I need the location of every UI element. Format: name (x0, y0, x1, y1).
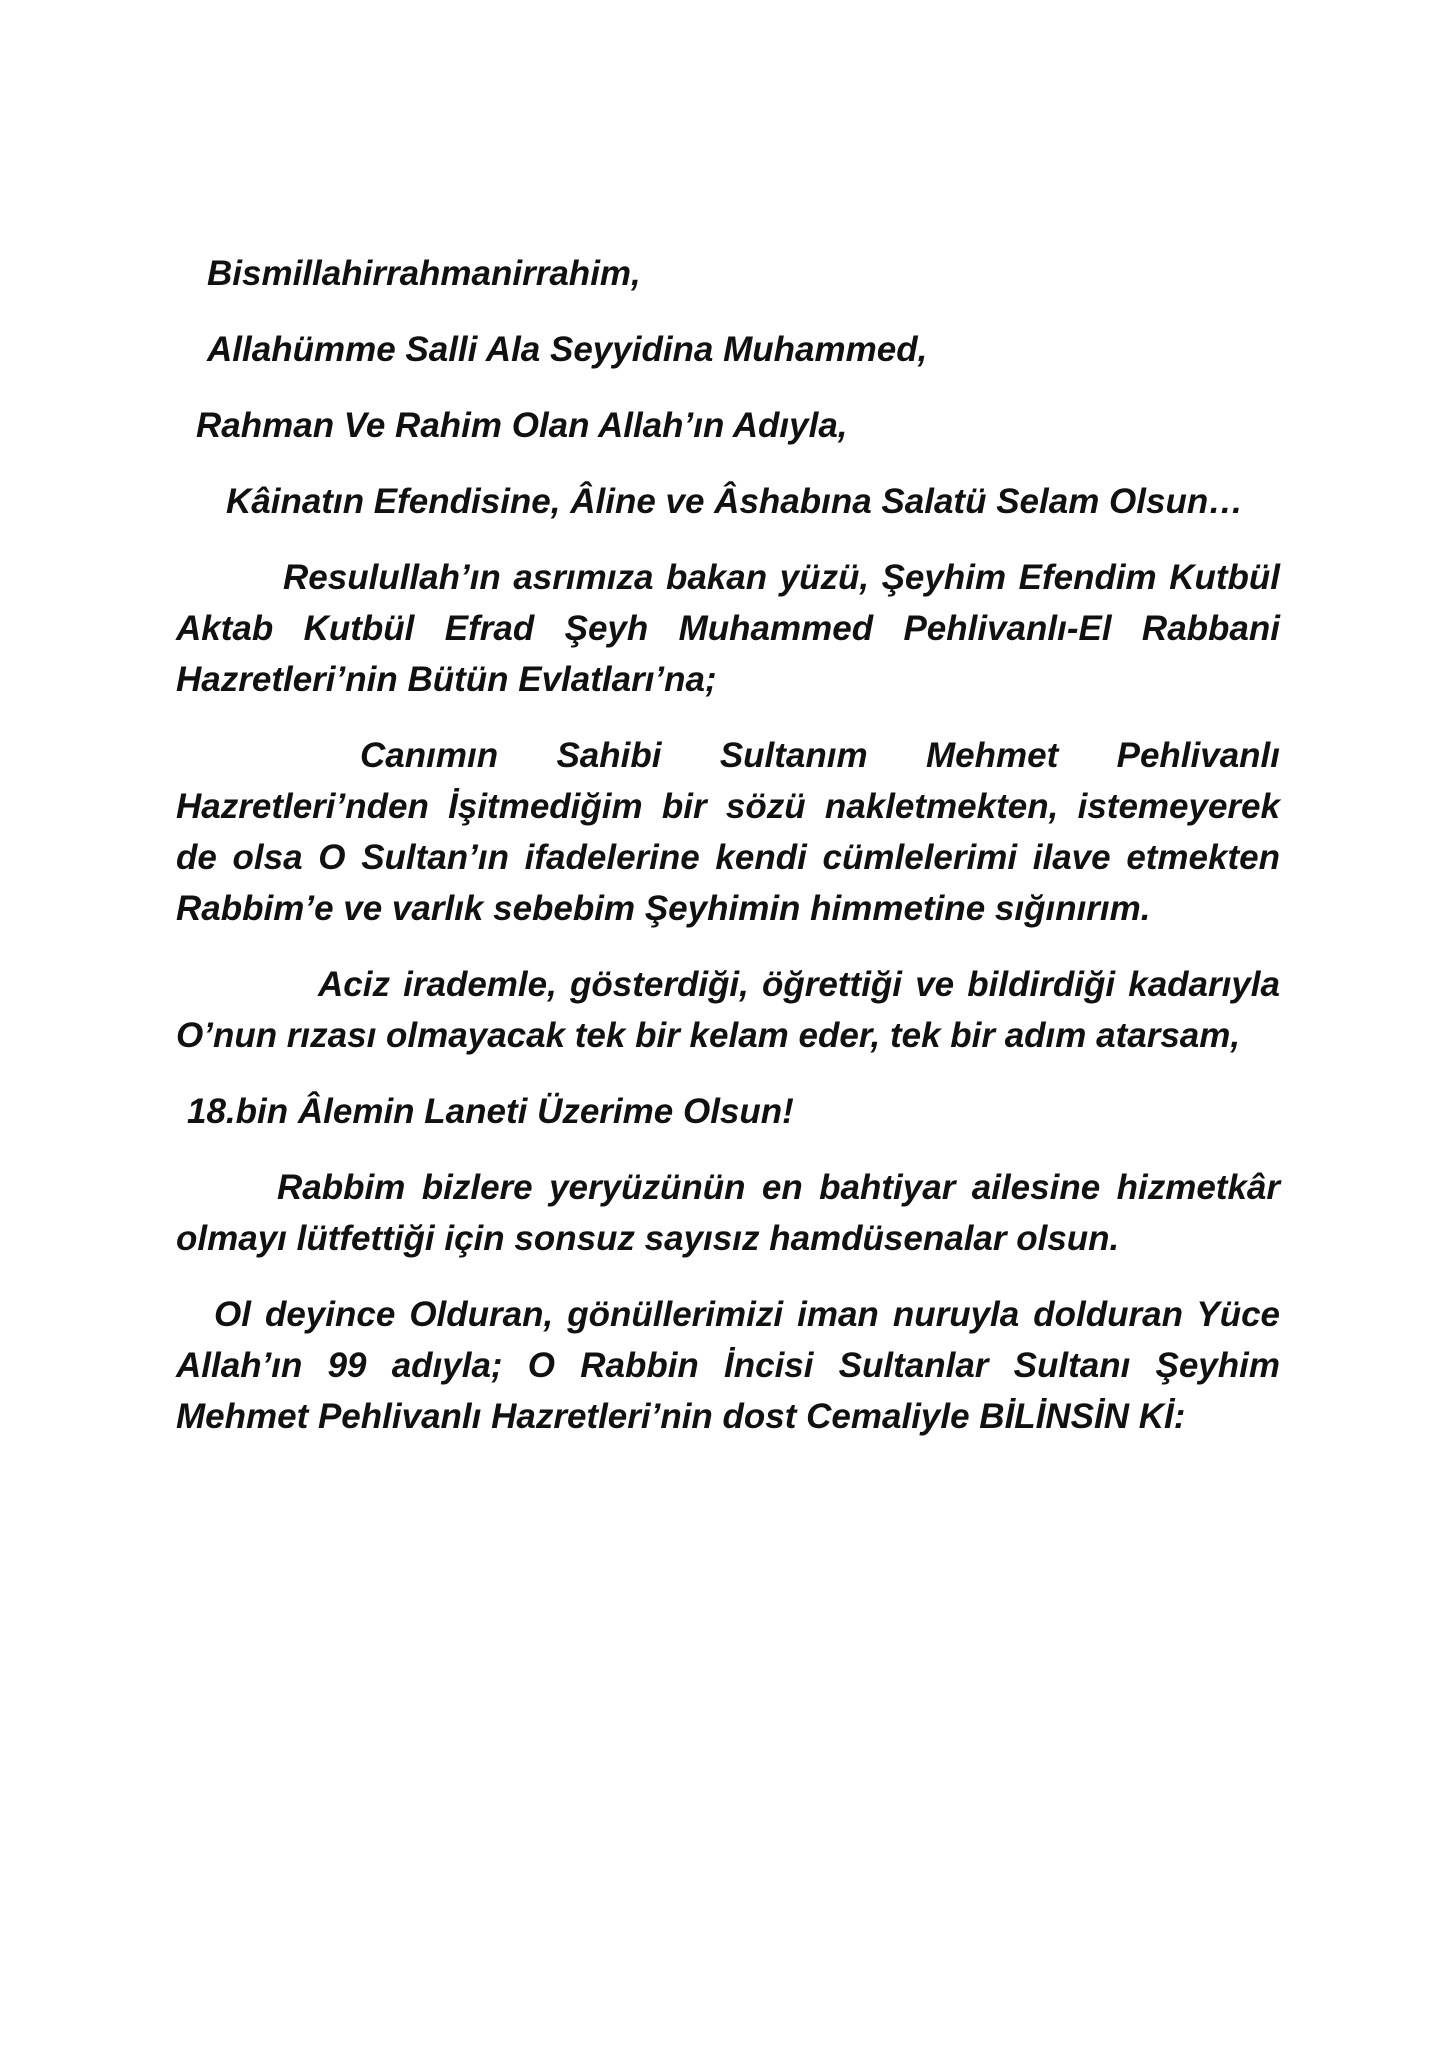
paragraph-dedication: Resulullah’ın asrımıza bakan yüzü, Şeyhim Efendim Kutbül Aktab Kutbül Efrad Şeyh Muhammed Pehlivanlı-El Rabbani Hazretleri’nin Bütün Evlatları’na; (176, 558, 1280, 699)
paragraph-salawat: Allahümme Salli Ala Seyyidina Muhammed, (207, 330, 928, 369)
document-body (176, 248, 1280, 1467)
paragraph-curse: 18.bin Âlemin Laneti Üzerime Olsun! (187, 1092, 794, 1131)
paragraph-gratitude: Rabbim bizlere yeryüzünün en bahtiyar ailesine hizmetkâr olmayı lütfettiği için sonsuz sayısız hamdüsenalar olsun. (176, 1168, 1280, 1258)
paragraph-in-the-name: Rahman Ve Rahim Olan Allah’ın Adıyla, (196, 406, 848, 445)
paragraph-salutation: Kâinatın Efendisine, Âline ve Âshabına Salatü Selam Olsun… (226, 482, 1244, 521)
paragraph-refuge: Canımın Sahibi Sultanım Mehmet Pehlivanlı Hazretleri’nden İşitmediğim bir sözü nakletmekten, istemeyerek de olsa O Sultan’ın ifadelerine kendi cümlelerimi ilave etmekten Rabbim’e ve varlık sebebim Şeyhimin himmetine sığınırım. (176, 736, 1280, 928)
paragraph-declaration: Ol deyince Olduran, gönüllerimizi iman nuruyla dolduran Yüce Allah’ın 99 adıyla; O Rabbin İncisi Sultanlar Sultanı Şeyhim Mehmet Pehlivanlı Hazretleri’nin dost Cemaliyle BİLİNSİN Kİ: (176, 1295, 1280, 1436)
paragraph-basmala: Bismillahirrahmanirrahim, (207, 254, 641, 293)
paragraph-oath: Aciz irademle, gösterdiği, öğrettiği ve bildirdiği kadarıyla O’nun rızası olmayacak tek bir kelam eder, tek bir adım atarsam, (176, 965, 1280, 1055)
